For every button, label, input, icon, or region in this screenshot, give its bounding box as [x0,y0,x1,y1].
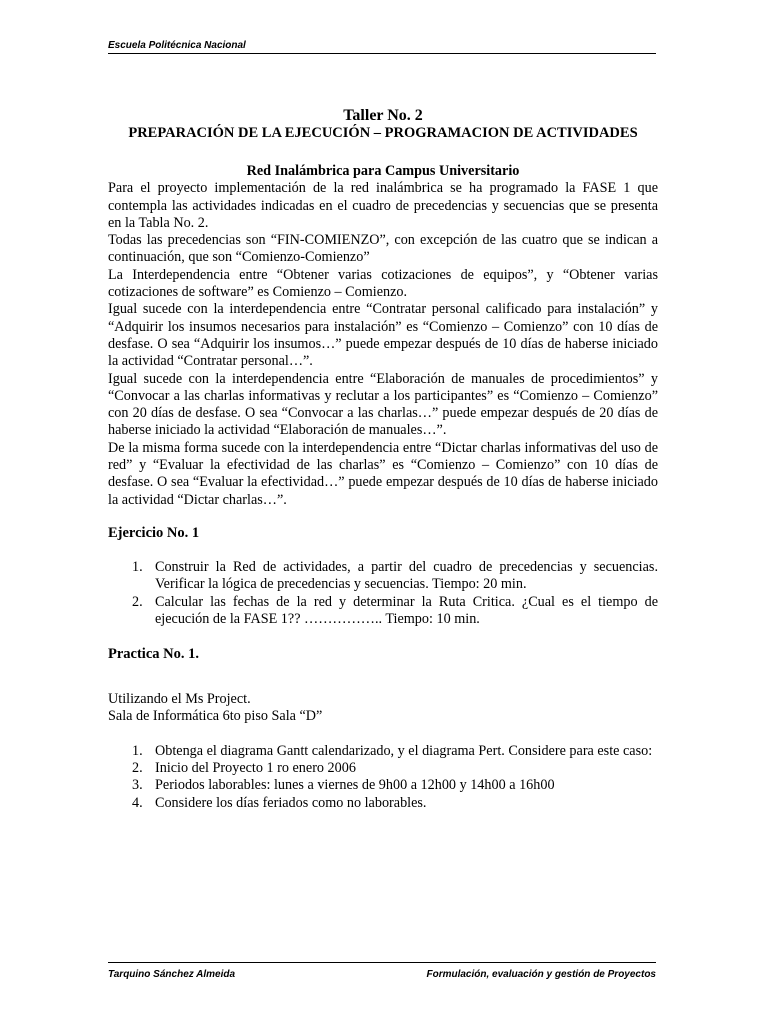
section-title: Red Inalámbrica para Campus Universitario [246,163,520,179]
list-item [108,777,658,794]
list-item [108,743,658,760]
list-text: Inicio del Proyecto 1 ro enero 2006 [155,760,356,777]
paragraph: La Interdependencia entre “Obtener varias cotizaciones de equipos”, y “Obtener varias cotizaciones de software” es Comienzo – Comienzo. [108,266,658,301]
list-number: 2. [132,593,143,610]
list-item [108,559,658,594]
list-number: 1. [132,742,143,759]
list-text: Periodos laborables: lunes a viernes de 9h00 a 12h00 y 14h00 a 16h00 [155,777,555,794]
practica-line: Utilizando el Ms Project. [108,691,251,708]
list-text: Construir la Red de actividades, a partir del cuadro de precedencias y secuencias. Verificar la lógica de precedencias y secuencias. Tiempo: 20 min. [155,558,658,593]
list-number: 1. [132,558,143,575]
list-number: 4. [132,794,143,811]
list-number: 2. [132,760,143,777]
footer-author: Tarquino Sánchez Almeida [108,969,236,980]
paragraph: Todas las precedencias son “FIN-COMIENZO”, con excepción de las cuatro que se indican a continuación, que son “Comienzo-Comienzo” [108,232,658,266]
paragraph: De la misma forma sucede con la interdependencia entre “Dictar charlas informativas del uso de red” y “Evaluar la efectividad de las charlas” es “Comienzo – Comienzo” con 10 días de desfase. O sea “Evaluar la efectividad…” puede empezar después de 10 días de haberse iniciado la actividad “Dictar charlas…”. [108,439,658,508]
practica-heading: Practica No. 1. [108,646,199,663]
paragraph: Igual sucede con la interdependencia entre “Elaboración de manuales de procedimientos” y “Convocar a las charlas informativas y reclutar a los participantes” es “Comienzo – Comienzo” con 20 días de desfase. O sea “Convocar a las charlas…” puede empezar después de 20 días de haberse iniciado la actividad “Elaboración de manuales…”. [108,370,658,439]
practica-list [108,743,658,812]
document-subtitle: PREPARACIÓN DE LA EJECUCIÓN – PROGRAMACION DE ACTIVIDADES [128,125,638,141]
footer-course: Formulación, evaluación y gestión de Proyectos [426,969,656,980]
paragraph: Igual sucede con la interdependencia entre “Contratar personal calificado para instalación” y “Adquirir los insumos necesarios para instalación” es “Comienzo – Comienzo” con 10 días de desfase. O sea “Adquirir los insumos…” puede empezar después de 10 días de haberse iniciado la actividad “Contratar personal…”. [108,301,658,370]
list-text: Obtenga el diagrama Gantt calendarizado, y el diagrama Pert. Considere para este caso: [155,742,653,759]
page-footer [108,962,656,981]
document-title: Taller No. 2 [343,107,423,124]
ejercicio-heading: Ejercicio No. 1 [108,524,200,541]
practica-line: Sala de Informática 6to piso Sala “D” [108,708,323,725]
list-text: Considere los días feriados como no laborables. [155,794,427,811]
list-number: 3. [132,777,143,794]
institution-name: Escuela Politécnica Nacional [108,40,246,51]
page-header [108,40,656,54]
document-body [108,106,658,812]
ejercicio-list [108,559,658,628]
list-text: Calcular las fechas de la red y determinar la Ruta Critica. ¿Cual es el tiempo de ejecución de la FASE 1?? …………….. Tiempo: 10 min. [155,593,658,627]
list-item [108,594,658,629]
list-item [108,760,658,777]
paragraph: Para el proyecto implementación de la red inalámbrica se ha programado la FASE 1 que contempla las actividades indicadas en el cuadro de precedencias y secuencias que se presenta en la Tabla No. 2. [108,180,658,231]
list-item [108,795,658,812]
